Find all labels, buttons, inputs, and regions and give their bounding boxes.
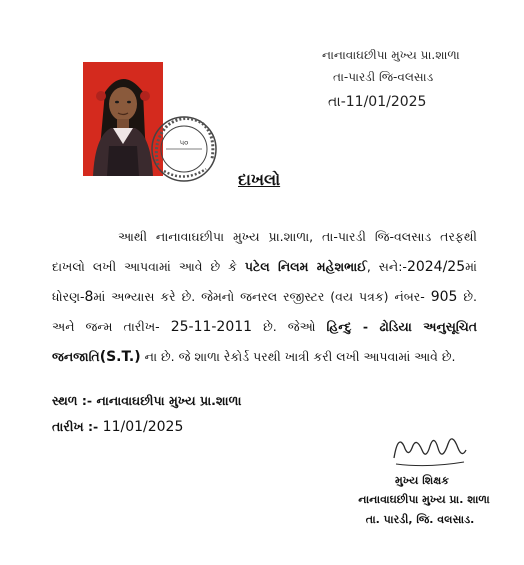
- school-address: તા-પારડી જિ-વલસાડ: [333, 70, 434, 84]
- signature-school: નાનાવાઘછીપા મુખ્ય પ્રા. શાળા: [358, 493, 490, 506]
- body-text-6: છે. જેઓ: [252, 319, 327, 334]
- body-text-2: , સને:-: [366, 259, 407, 274]
- place-label: સ્થળ :-: [52, 393, 93, 408]
- academic-year: 2024/25: [406, 259, 466, 275]
- body-text-4: માં અભ્યાસ કરે છે. જેમનો જનરલ રજીસ્ટર (વય પત્રક) નંબર-: [93, 289, 431, 304]
- place-line: [52, 393, 241, 409]
- signature-address: તા. પારડી, જિ. વલસાડ.: [365, 513, 475, 526]
- header-date: તા-11/01/2025: [328, 94, 427, 110]
- date-label: તારીખ :-: [52, 419, 99, 434]
- date-of-birth: 25-11-2011: [170, 319, 253, 335]
- certificate-body: [52, 222, 477, 372]
- stamp-number: ૫૦: [179, 139, 189, 147]
- caste: હિન્દુ - ઢોડિયા અનુસૂચિત જનજાતિ: [52, 319, 477, 364]
- body-text-3: માં ધોરણ-: [52, 259, 477, 304]
- body-text-7: ના છે. જે શાળા રેકોર્ડ પરથી ખાત્રી કરી લખી આપવામાં આવે છે.: [140, 349, 456, 364]
- certificate-title: દાખલો: [238, 170, 281, 189]
- standard: 8: [84, 289, 94, 305]
- caste-code: (S.T.): [99, 349, 141, 365]
- headmaster-signature: [388, 428, 472, 472]
- body-intro: આથી નાનાવાઘછીપા મુખ્ય પ્રા.શાળા, તા-પારડી જિ-વલસાડ તરફથી દાખલો લખી આપવામાં આવે છે કે: [52, 229, 477, 274]
- signature-role: મુખ્ય શિક્ષક: [394, 474, 449, 487]
- place-value: નાનાવાઘછીપા મુખ્ય પ્રા.શાળા: [96, 393, 242, 408]
- gr-number: 905: [430, 289, 458, 305]
- school-stamp: [150, 113, 218, 185]
- body-text-5: છે. અને જન્મ તારીખ-: [52, 289, 477, 334]
- school-header: નાનાવાઘછીપા મુખ્ય પ્રા.શાળા: [322, 48, 460, 62]
- date-value: 11/01/2025: [102, 419, 184, 435]
- date-line: [52, 419, 183, 435]
- student-name: પટેલ નિલમ મહેશભાઈ: [244, 259, 367, 274]
